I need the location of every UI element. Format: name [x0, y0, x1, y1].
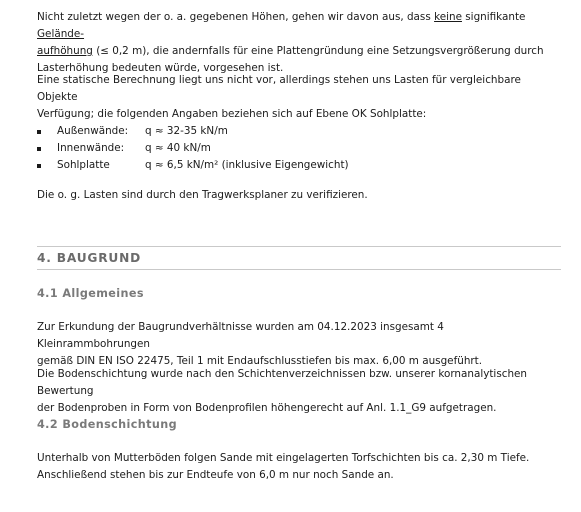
text-run: gemäß DIN EN ISO 22475, Teil 1 mit Endaufschlusstiefen bis max. 6,00 m ausgeführt.: [37, 355, 483, 367]
underlined-keine: keine: [434, 11, 462, 23]
subsection-heading-bodenschichtung: 4.2 Bodenschichtung: [37, 418, 178, 431]
text-run: Unterhalb von Mutterböden folgen Sande mit eingelagerten Torfschichten bis ca. 2,30 m Tiefe.: [37, 452, 530, 464]
section-heading-baugrund: 4. BAUGRUND: [37, 251, 141, 265]
underlined-aufhoehung: aufhöhung: [37, 45, 93, 57]
bullet-square-icon: [37, 147, 41, 151]
bullet-square-icon: [37, 130, 41, 134]
paragraph-static-calc: [37, 72, 557, 123]
text-run: Verfügung; die folgenden Angaben beziehen sich auf Ebene OK Sohlplatte:: [37, 108, 427, 120]
text-run: Zur Erkundung der Baugrundverhältnisse wurden am 04.12.2023 insgesamt 4 Kleinrammbohrungen: [37, 321, 444, 350]
text-run: Lasterhöhung bedeuten würde, vorgesehen ist.: [37, 62, 284, 74]
text-run: signifikante: [461, 11, 526, 23]
paragraph-stratification: [37, 366, 557, 417]
load-value: q ≈ 40 kN/m: [145, 142, 211, 154]
heading-bottom-rule: [37, 269, 561, 270]
heading-top-rule: [37, 246, 561, 247]
load-label: Außenwände:: [57, 125, 129, 137]
text-run: Eine statische Berechnung liegt uns nicht vor, allerdings stehen uns Lasten für vergleichbare Objekte: [37, 74, 521, 103]
load-label: Innenwände:: [57, 142, 125, 154]
paragraph-exploration: [37, 319, 557, 370]
paragraph-verify-loads: Die o. g. Lasten sind durch den Tragwerksplaner zu verifizieren.: [37, 189, 368, 201]
bullet-square-icon: [37, 164, 41, 168]
load-value: q ≈ 32-35 kN/m: [145, 125, 228, 137]
text-run: Nicht zuletzt wegen der o. a. gegebenen Höhen, gehen wir davon aus, dass: [37, 11, 435, 23]
text-run: (≤ 0,2 m), die andernfalls für eine Plattengründung eine Setzungsvergrößerung durch: [92, 45, 544, 57]
underlined-gelaende: Gelände-: [37, 28, 85, 40]
load-label: Sohlplatte: [57, 159, 110, 171]
paragraph-ground-height: [37, 9, 557, 77]
text-run: der Bodenproben in Form von Bodenprofilen höhengerecht auf Anl. 1.1_G9 aufgetragen.: [37, 402, 497, 414]
load-value: q ≈ 6,5 kN/m² (inklusive Eigengewicht): [145, 159, 349, 171]
text-run: Die Bodenschichtung wurde nach den Schichtenverzeichnissen bzw. unserer kornanalytischen Bewertung: [37, 368, 528, 397]
subsection-heading-allgemeines: 4.1 Allgemeines: [37, 287, 144, 300]
text-run: Anschließend stehen bis zur Endteufe von 6,0 m nur noch Sande an.: [37, 469, 394, 481]
paragraph-soil-layers: [37, 450, 557, 484]
